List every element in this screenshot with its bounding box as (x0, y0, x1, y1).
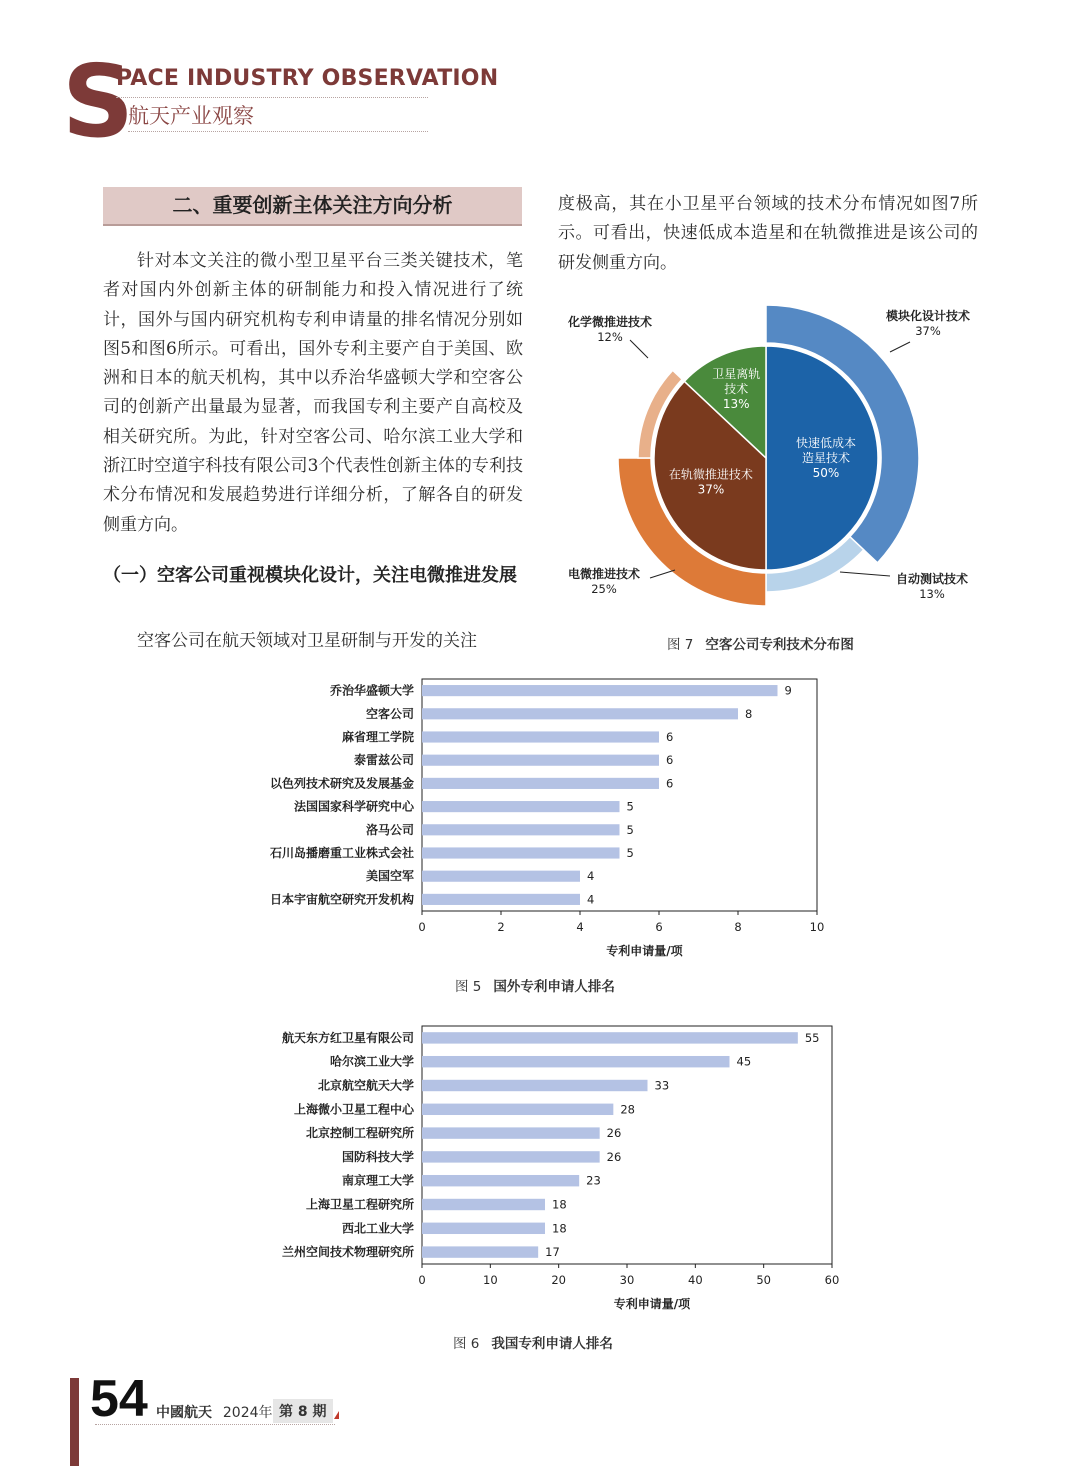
x-tick-label: 40 (688, 1273, 703, 1287)
bar (422, 1151, 600, 1162)
body-paragraph-3 (558, 190, 978, 278)
subsection-heading: （一）空客公司重视模块化设计，关注电微推进发展 (103, 565, 517, 586)
fig5-plot (270, 679, 824, 958)
donut-inner-label: 13% (722, 397, 750, 412)
fig7-label: 图 7 (667, 637, 694, 653)
category-label: 麻省理工学院 (341, 730, 414, 744)
footer-divider (95, 1424, 335, 1425)
bar (422, 894, 580, 905)
donut-inner-label: 造星技术 (801, 451, 851, 465)
donut-outer-label: 电微推进技术 (567, 567, 641, 581)
category-label: 兰州空间技术物理研究所 (281, 1245, 414, 1260)
section-heading-text: 二、重要创新主体关注方向分析 (172, 193, 453, 217)
value-label: 23 (586, 1173, 601, 1188)
header-divider (116, 97, 428, 98)
issue-marker-icon (334, 1411, 339, 1419)
bar (422, 731, 659, 742)
header-title-en: PACE INDUSTRY OBSERVATION (116, 66, 499, 91)
category-label: 空客公司 (365, 706, 414, 721)
fig5-title: 国外专利申请人排名 (493, 979, 615, 995)
body-paragraph-2 (103, 627, 523, 656)
bar (422, 1032, 798, 1043)
page-number: 54 (90, 1370, 148, 1428)
bar (422, 871, 580, 882)
donut-outer-pct: 13% (919, 587, 945, 601)
bar (422, 1199, 545, 1210)
bar (422, 1223, 545, 1234)
fig7-caption (667, 633, 854, 653)
bar (422, 778, 659, 789)
value-label: 4 (587, 869, 595, 884)
x-tick-label: 0 (418, 920, 426, 934)
x-tick-label: 6 (655, 920, 663, 934)
bar (422, 1056, 730, 1067)
leader-line (630, 340, 648, 358)
value-label: 6 (666, 730, 674, 744)
x-tick-label: 2 (497, 920, 505, 934)
category-label: 泰雷兹公司 (353, 753, 414, 768)
bar (422, 801, 620, 812)
value-label: 33 (654, 1078, 670, 1093)
magazine-year: 2024年 (222, 1405, 273, 1421)
body-paragraph-1 (103, 247, 523, 540)
bar (422, 755, 659, 766)
category-label: 乔治华盛顿大学 (329, 683, 414, 698)
bar (422, 1080, 648, 1091)
value-label: 5 (626, 822, 634, 837)
value-label: 6 (666, 753, 674, 768)
magazine-title: 中國航天 (156, 1405, 212, 1421)
category-label: 美国空军 (365, 869, 414, 884)
value-label: 8 (745, 706, 753, 721)
footer-accent-bar (70, 1378, 79, 1466)
section-heading (103, 187, 522, 226)
bar (422, 824, 620, 835)
category-label: 上海微小卫星工程中心 (293, 1102, 414, 1117)
x-tick-label: 10 (483, 1273, 498, 1287)
donut-outer-label: 化学微推进技术 (567, 315, 653, 329)
category-label: 石川岛播磨重工业株式会社 (269, 846, 414, 860)
bar (422, 685, 778, 696)
x-axis-label: 专利申请量/项 (606, 944, 683, 958)
category-label: 航天东方红卫星有限公司 (281, 1030, 414, 1045)
x-tick-label: 4 (576, 920, 584, 934)
paragraph-text: 针对本文关注的微小型卫星平台三类关键技术，笔者对国内外创新主体的研制能力和投入情况进行了统计，国外与国内研究机构专利申请量的排名情况分别如图5和图6所示。可看出，国外专利主要产自于美国、欧洲和日本的航天机构，其中以乔治华盛顿大学和空客公司的创新产出量最为显著，而我国专利主要产自高校及相关研究所。为此，针对空客公司、哈尔滨工业大学和浙江时空道宇科技有限公司3个代表性创新主体的专利技术分布情况和发展趋势进行详细分析，了解各自的研发侧重方向。 (103, 251, 523, 535)
x-tick-label: 30 (619, 1273, 635, 1287)
x-tick-label: 60 (824, 1273, 840, 1287)
value-label: 9 (784, 683, 792, 698)
x-tick-label: 10 (809, 920, 825, 934)
x-tick-label: 8 (734, 920, 742, 934)
donut-outer-pct: 12% (597, 330, 623, 344)
category-label: 日本宇宙航空研究开发机构 (269, 892, 414, 907)
donut-inner-label: 卫星离轨 (712, 367, 761, 382)
bar (422, 708, 738, 719)
fig6-caption (453, 1332, 613, 1352)
paragraph-text: 度极高，其在小卫星平台领域的技术分布情况如图7所示。可看出，快速低成本造星和在轨微推进是该公司的研发侧重方向。 (558, 194, 978, 273)
magazine-issue: 第 8 期 (273, 1399, 333, 1423)
value-label: 18 (552, 1197, 567, 1212)
donut-outer-label: 自动测试技术 (895, 572, 969, 586)
fig6-title: 我国专利申请人排名 (491, 1336, 613, 1352)
leader-line (890, 342, 910, 352)
fig6-label: 图 6 (453, 1336, 480, 1352)
value-label: 6 (666, 776, 674, 791)
value-label: 5 (626, 799, 634, 814)
donut-inner-label: 37% (697, 482, 725, 497)
value-label: 18 (552, 1221, 567, 1236)
donut-inner-label: 50% (812, 466, 840, 480)
value-label: 4 (587, 892, 595, 907)
header-divider-2 (128, 131, 428, 132)
fig6-plot (282, 1026, 839, 1311)
category-label: 以色列技术研究及发展基金 (269, 776, 414, 791)
category-label: 法国国家科学研究中心 (293, 799, 414, 814)
donut-inner-label: 在轨微推进技术 (668, 467, 753, 482)
value-label: 45 (736, 1054, 752, 1069)
bar (422, 1127, 600, 1138)
fig5-caption (455, 975, 615, 995)
paragraph-text: 空客公司在航天领域对卫星研制与开发的关注 (137, 631, 477, 651)
value-label: 17 (545, 1245, 560, 1260)
x-tick-label: 0 (418, 1273, 426, 1287)
value-label: 28 (620, 1102, 635, 1117)
leader-line (840, 572, 890, 576)
x-tick-label: 50 (756, 1273, 771, 1287)
fig7-donut-chart (540, 280, 1000, 620)
donut-inner-label: 技术 (724, 382, 749, 397)
header-initial: S (62, 43, 135, 160)
fig5-label: 图 5 (455, 979, 482, 995)
bar (422, 847, 620, 858)
donut-inner-label: 快速低成本 (795, 436, 857, 450)
header-title-cn: 航天产业观察 (128, 104, 254, 128)
category-label: 西北工业大学 (341, 1221, 414, 1236)
donut-outer-label: 模块化设计技术 (885, 309, 971, 323)
category-label: 洛马公司 (365, 822, 414, 837)
fig7-title: 空客公司专利技术分布图 (705, 637, 854, 653)
value-label: 26 (606, 1149, 622, 1164)
value-label: 26 (606, 1126, 622, 1141)
donut-outer-pct: 37% (915, 324, 941, 338)
category-label: 上海卫星工程研究所 (305, 1197, 414, 1212)
fig5-bar-chart (250, 672, 870, 962)
bar (422, 1175, 579, 1186)
category-label: 北京控制工程研究所 (305, 1126, 414, 1141)
magazine-name (156, 1402, 273, 1422)
bar (422, 1246, 538, 1257)
category-label: 南京理工大学 (341, 1173, 414, 1188)
bar (422, 1104, 613, 1115)
x-tick-label: 20 (551, 1273, 566, 1287)
leader-line (650, 570, 675, 578)
x-axis-label: 专利申请量/项 (613, 1297, 691, 1311)
donut-outer-pct: 25% (591, 582, 617, 596)
fig6-bar-chart (250, 1020, 870, 1320)
category-label: 哈尔滨工业大学 (329, 1054, 414, 1069)
value-label: 5 (626, 846, 634, 860)
category-label: 北京航空航天大学 (317, 1078, 414, 1093)
value-label: 55 (804, 1030, 820, 1045)
category-label: 国防科技大学 (341, 1149, 414, 1164)
